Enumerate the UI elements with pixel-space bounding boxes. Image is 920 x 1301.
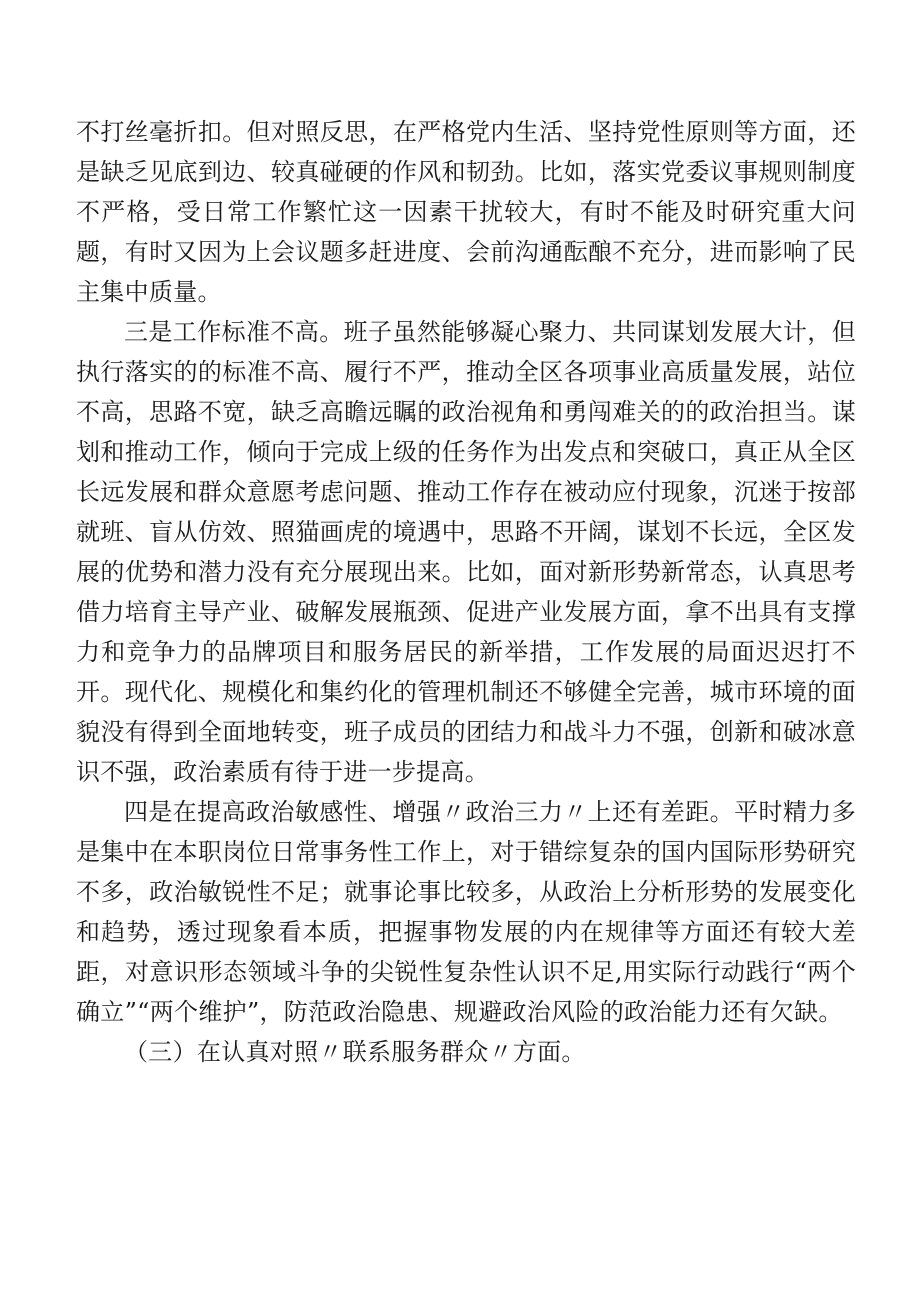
document-body xyxy=(76,112,856,1072)
paragraph-work-standards: 三是工作标准不高。班子虽然能够凝心聚力、共同谋划发展大计，但执行落实的的标准不高、履行不严，推动全区各项事业高质量发展，站位不高，思路不宽，缺乏高瞻远瞩的政治视角和勇闯难关的的政治担当。谋划和推动工作，倾向于完成上级的任务作为出发点和突破口，真正从全区长远发展和群众意愿考虑问题、推动工作存在被动应付现象，沉迷于按部就班、盲从仿效、照猫画虎的境遇中，思路不开阔，谋划不长远，全区发展的优势和潜力没有充分展现出来。比如，面对新形势新常态，认真思考借力培育主导产业、破解发展瓶颈、促进产业发展方面，拿不出具有支撑力和竞争力的品牌项目和服务居民的新举措，工作发展的局面迟迟打不开。现代化、规模化和集约化的管理机制还不够健全完善，城市环境的面貌没有得到全面地转变，班子成员的团结力和战斗力不强，创新和破冰意识不强，政治素质有待于进一步提高。 xyxy=(76,318,856,786)
section-heading-serve-masses: （三）在认真对照〃联系服务群众〃方面。 xyxy=(124,1038,586,1066)
paragraph-continued: 不打丝毫折扣。但对照反思，在严格党内生活、坚持党性原则等方面，还是缺乏见底到边、较真碰硬的作风和韧劲。比如，落实党委议事规则制度不严格，受日常工作繁忙这一因素干扰较大，有时不能及时研究重大问题，有时又因为上会议题多赶进度、会前沟通酝酿不充分，进而影响了民主集中质量。 xyxy=(76,118,856,306)
paragraph-political-sensitivity: 四是在提高政治敏感性、增强〃政治三力〃上还有差距。平时精力多是集中在本职岗位日常事务性工作上，对于错综复杂的国内国际形势研究不多，政治敏锐性不足；就事论事比较多，从政治上分析形势的发展变化和趋势，透过现象看本质，把握事物发展的内在规律等方面还有较大差距，对意识形态领域斗争的尖锐性复杂性认识不足,用实际行动践行“两个确立”“两个维护”，防范政治隐患、规避政治风险的政治能力还有欠缺。 xyxy=(76,798,856,1026)
